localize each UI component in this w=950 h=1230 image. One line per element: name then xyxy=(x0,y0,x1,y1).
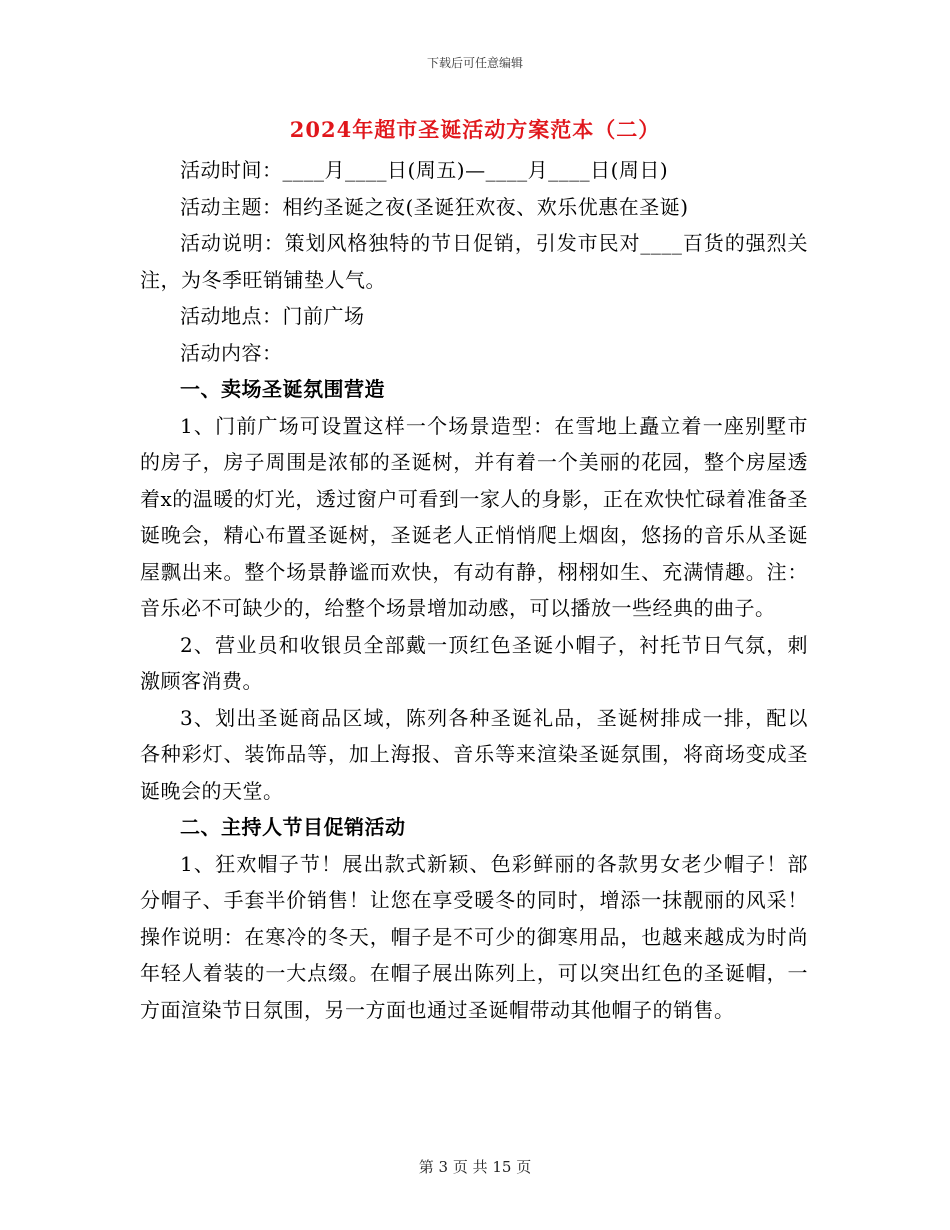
paragraph-hat-festival: 1、狂欢帽子节！展出款式新颖、色彩鲜丽的各款男女老少帽子！部分帽子、手套半价销售！让您在享受暖冬的同时，增添一抹靓丽的风采！操作说明：在寒冷的冬天，帽子是不可少的御寒用品，也越来越成为时尚年轻人着装的一大点缀。在帽子展出陈列上，可以突出红色的圣诞帽，一方面渲染节日氛围，另一方面也通过圣诞帽带动其他帽子的销售。 xyxy=(140,851,808,1022)
paragraph-activity-theme: 活动主题：相约圣诞之夜(圣诞狂欢夜、欢乐优惠在圣诞) xyxy=(180,194,689,219)
paragraph-activity-content: 活动内容： xyxy=(180,340,283,365)
header-note: 下载后可任意编辑 xyxy=(426,56,523,70)
section-heading-atmosphere: 一、卖场圣诞氛围营造 xyxy=(180,377,385,401)
paragraph-activity-description: 活动说明：策划风格独特的节日促销，引发市民对____百货的强烈关注，为冬季旺销铺垫人气。 xyxy=(140,231,808,292)
paragraph-item-1: 1、门前广场可设置这样一个场景造型：在雪地上矗立着一座别墅市的房子，房子周围是浓郁的圣诞树，并有着一个美丽的花园，整个房屋透着x的温暖的灯光，透过窗户可看到一家人的身影，正在欢快忙碌着准备圣诞晚会，精心布置圣诞树，圣诞老人正悄悄爬上烟囱，悠扬的音乐从圣诞屋飘出来。整个场景静谧而欢快，有动有静，栩栩如生、充满情趣。注：音乐必不可缺少的，给整个场景增加动感，可以播放一些经典的曲子。 xyxy=(140,413,808,620)
section-heading-host-promotion: 二、主持人节目促销活动 xyxy=(180,815,406,839)
paragraph-activity-location: 活动地点：门前广场 xyxy=(180,304,365,328)
paragraph-item-2: 2、营业员和收银员全部戴一顶红色圣诞小帽子，衬托节日气氛，刺激顾客消费。 xyxy=(140,632,808,693)
paragraph-activity-time: 活动时间：____月____日(周五)—____月____日(周日) xyxy=(180,158,669,182)
document-title: 2024年超市圣诞活动方案范本（二） xyxy=(289,117,661,142)
paragraph-item-3: 3、划出圣诞商品区域，陈列各种圣诞礼品，圣诞树排成一排，配以各种彩灯、装饰品等，加上海报、音乐等来渲染圣诞氛围，将商场变成圣诞晚会的天堂。 xyxy=(140,705,808,803)
page-number: 第 3 页 共 15 页 xyxy=(418,1158,532,1176)
document-body xyxy=(140,152,808,1028)
